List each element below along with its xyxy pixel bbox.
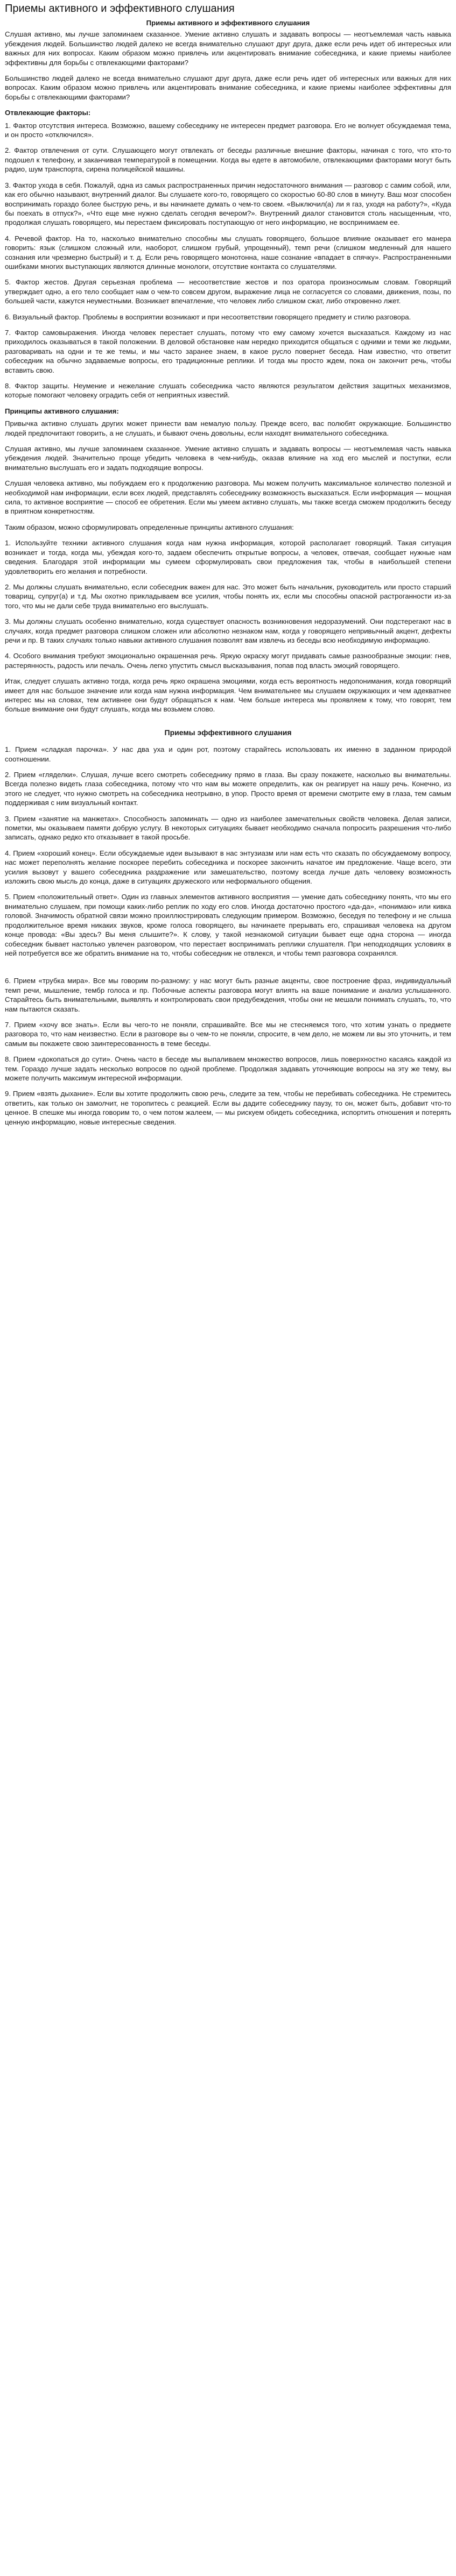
techniques-heading: Приемы эффективного слушания xyxy=(164,728,292,737)
distractor-item: 3. Фактор ухода в себя. Пожалуй, одна из самых распространенных причин недостаточного внимания — разговор с самим собой, или, как его обычно называют, внутренний диалог. Вы слушаете кого-то, говорящего со скоростью 60-80 слов в минуту. Ваш мозг способен воспринимать гораздо более быструю речь, и вы начинаете думать о чем-то своем. «Выключил(а) ли я газ, уходя на работу?», «Куда бы поехать в отпуск?», «Что еще мне нужно сделать сегодня вечером?». Внутренний диалог становится столь насыщенным, что, продолжая слушать говорящего, мы перестаем фиксировать поступающую от него информацию, не воспринимаем ее. xyxy=(5,181,451,227)
distractors-heading: Отвлекающие факторы: xyxy=(5,109,91,117)
distractor-item: 7. Фактор самовыражения. Иногда человек перестает слушать, потому что ему самому хочется высказаться. Каждому из нас приходилось оказываться в такой положении. В деловой обстановке нам нередко приходится общаться с одними и теми же людьми, разговаривать на одни и те же темы, и мы часто заранее знаем, в какое русло повернет беседа. Нам известно, что ответит собеседник на обычно задаваемые вопросы, его традиционные реплики. И тогда мы просто ждем, пока он закончит речь, чтобы вставить свою. xyxy=(5,328,451,374)
technique-item: 8. Прием «докопаться до сути». Очень часто в беседе мы выпаливаем множество вопросов, лишь поверхностно касаясь каждой из тем. Гораздо лучше задать несколько вопросов по одной проблеме. Продолжая задавать уточняющие вопросы на эту же тему, вы можете получить максимум интересной информации. xyxy=(5,1055,451,1082)
principle-item: 3. Мы должны слушать особенно внимательно, когда существует опасность возникновения недоразумений. Они подстерегают нас в случаях, когда предмет разговора слишком сложен или абсолютно незнаком нам, когда у говорящего непривычный акцент, дефекты речи и пр. В таких случаях только навыки активного слушания позволят вам извлечь из беседы всю необходимую информацию. xyxy=(5,617,451,644)
intro-paragraph-2: Большинство людей далеко не всегда внимательно слушают друг друга, даже если речь идет об интересных или важных для них вопросах. Каким образом можно привлечь или акцентировать внимание собеседника, и какие приемы наиболее эффективны для борьбы с отвлекающими факторами? xyxy=(5,74,451,101)
distractor-item: 4. Речевой фактор. На то, насколько внимательно способны мы слушать говорящего, большое влияние оказывает его манера говорить: язык (слишком сложный или, наоборот, слишком грубый, упрощенный), темп речи (слишком медленный для нашего сознания или чрезмерно быстрый) и т. д. Если речь говорящего монотонна, наше сознание «впадает в спячку». Распространенными ошибками многих выступающих являются длинные монологи, отсутствие контакта со слушателями. xyxy=(5,234,451,271)
technique-item: 6. Прием «трубка мира». Все мы говорим по-разному: у нас могут быть разные акценты, свое построение фраз, индивидуальный темп речи, мышление, тембр голоса и пр. Побочные аспекты разговора могут влиять на ваше понимание и анализ услышанного. Старайтесь быть внимательными, выявлять и контролировать свои предубеждения, чтобы они не мешали понимать слушать, то, что нам пытаются сказать. xyxy=(5,977,451,1013)
principles-paragraph: Слушая человека активно, мы побуждаем его к продолжению разговора. Мы можем получить максимальное количество полезной и необходимой нам информации, если всех людей, представлять собеседнику возможность высказаться. Если информация — мощная сила, то активное восприятие — способ ее обретения. Если мы умеем активно слушать, мы также всегда сможем продолжить беседу в приятном конкретностям. xyxy=(5,479,451,516)
article-subtitle: Приемы активного и эффективного слушания xyxy=(146,19,310,27)
document-page xyxy=(0,0,456,1127)
distractor-item: 5. Фактор жестов. Другая серьезная проблема — несоответствие жестов и поз оратора произносимым словам. Говорящий утверждает одно, а его тело сообщает нам о чем-то совсем другом, выражение лица не согласуется со словами, движения, позы, по большей части, кажутся неуместными. Возникает впечатление, что человек либо слишком сжат, либо откровенно лжет. xyxy=(5,278,451,305)
principle-item: 2. Мы должны слушать внимательно, если собеседник важен для нас. Это может быть начальник, руководитель или просто старший товарищ, супруг(а) и т.д. Мы охотно прикладываем все усилия, чтобы понять их, если мы способны опасной растроганности из-за того, что мы не дали себе труда внимательно его выслушать. xyxy=(5,582,451,610)
principles-summary: Итак, следует слушать активно тогда, когда речь ярко окрашена эмоциями, когда есть вероятность недопонимания, когда говорящий имеет для нас большое значение или когда нам нужна информация. Чем внимательнее мы слушаем окружающих и чем адекватнее интерес мы на словах, тем активнее они будут обращаться к нам. Чем больше интереса мы проявляем к тому, что говорят, тем больше внимание они будут слушать, когда мы возьмем слово. xyxy=(5,677,451,714)
technique-item: 5. Прием «положительный ответ». Один из главных элементов активного восприятия — умение дать собеседнику понять, что мы его внимательно слушаем, при помощи каких-либо реплик по ходу его слов. Иногда достаточно простого «да-да», «понимаю» или кивка головой. Значимость обратной связи можно проиллюстрировать следующим примером. Возможно, беседуя по телефону и не слыша продолжительное время никаких звуков, кроме голоса говорящего, вы начинаете прерывать его, спрашивая человека на другом конце провода: «Вы здесь? Вы меня слышите?». К слову, у такой незнакомой ситуации бывает еще одна сторона — иногда собеседник бывает настолько увлечен разговором, что перестает воспринимать реплики слушателя. При неподходящих условиях в ней потребуется все же обратить внимание на то, чтобы собеседник не отвлекся, и чтобы темп разговора сохранялся. xyxy=(5,893,451,957)
technique-item: 3. Прием «занятие на манжетах». Способность запоминать — одно из наиболее замечательных свойств человека. Делая записи, пометки, мы оказываем памяти добрую услугу. В некоторых ситуациях бывает необходимо сначала попросить разрешения что-либо записать, однако редко кто отказывает в такой просьбе. xyxy=(5,814,451,842)
technique-item: 1. Прием «сладкая парочка». У нас два уха и один рот, поэтому старайтесь использовать их именно в заданном природой соотношении. xyxy=(5,745,451,763)
page-title: Приемы активного и эффективного слушания xyxy=(5,3,235,15)
principle-item: 4. Особого внимания требуют эмоционально окрашенная речь. Яркую окраску могут придавать самые разнообразные эмоции: гнев, растерянность, радость или печаль. Очень легко упустить смысл высказывания, попав под власть эмоций говорящего. xyxy=(5,652,451,670)
spacer xyxy=(5,964,451,976)
technique-item: 2. Прием «гляделки». Слушая, лучше всего смотреть собеседнику прямо в глаза. Вы сразу покажете, насколько вы внимательны. Всегда полезно видеть глаза собеседника, потому что что нам вы можете определить, как он реагирует на нашу речь. Конечно, из этого не следует, что нужно смотреть на собеседника неотрывно, в упор. Просто время от времени смотрите ему в глаза, тем самым поддерживая с ним визуальный контакт. xyxy=(5,771,451,807)
principles-paragraph: Привычка активно слушать других может принести вам немалую пользу. Прежде всего, вас полюбят окружающие. Большинство людей предпочитают говорить, а не слушать, и бывают очень довольны, если находят внимательного собеседника. xyxy=(5,419,451,437)
technique-item: 4. Прием «хороший конец». Если обсуждаемые идеи вызывают в нас энтузиазм или нам есть что сказать по обсуждаемому вопросу, нас может переполнять желание поскорее перебить собеседника и поскорее закончить начатое им предложение. Чаще всего, эти усилия вызовут у вашего собеседника раздражение или замешательство, поэтому всегда лучше дать человеку возможность изложить свою мысль до конца, даже в ситуациях дружеского или неформального общения. xyxy=(5,849,451,886)
principles-heading: Принципы активного слушания: xyxy=(5,407,119,415)
technique-item: 9. Прием «взять дыхание». Если вы хотите продолжить свою речь, следите за тем, чтобы не перебивать собеседника. Не стремитесь ответить, как только он замолчит, не торопитесь с реакцией. Если вы дадите собеседнику паузу, то он, может быть, добавит что-то ценное. В спешке мы иногда говорим то, о чем потом жалеем, — мы рискуем обидеть собеседника, испортить отношения и потерять ценную информацию, новые интересные сведения. xyxy=(5,1090,451,1126)
distractor-item: 6. Визуальный фактор. Проблемы в восприятии возникают и при несоответствии говорящего предмету и стилю разговора. xyxy=(5,312,411,321)
technique-item: 7. Прием «хочу все знать». Если вы чего-то не поняли, спрашивайте. Все мы не стесняемся того, что хотим узнать о предмете разговора то, что нам неизвестно. Если в разговоре вы о чем-то не поняли, спросите, в чем дело, не можем ли вы это уточнить, и тем самым вы покажете свою заинтересованность в теме беседы. xyxy=(5,1020,451,1048)
distractor-item: 2. Фактор отвлечения от сути. Слушающего могут отвлекать от беседы различные внешние факторы, начиная с того, что кто-то подошел к телефону, и заканчивая температурой в помещении. Когда вы едете в автомобиле, отвлекающими факторами могут быть радио, шум транспорта, сирена полицейской машины. xyxy=(5,146,451,174)
principle-item: 1. Используйте техники активного слушания когда нам нужна информация, которой располагает говорящий. Такая ситуация возникает и тогда, когда мы, убеждая кого-то, задаем обеспечить открытые вопросы, а человек, отвечая, сообщает нужные нам сведения. Благодаря этой информации мы сумеем сформулировать свои предложения так, чтобы в наибольшей степени удовлетворить его желания и потребности. xyxy=(5,539,451,575)
principles-paragraph: Таким образом, можно сформулировать определенные принципы активного слушания: xyxy=(5,523,294,531)
distractor-item: 8. Фактор защиты. Неумение и нежелание слушать собеседника часто являются результатом действия защитных механизмов, которые помогают человеку оградить себя от неприятных известий. xyxy=(5,382,451,400)
intro-paragraph-1: Слушая активно, мы лучше запоминаем сказанное. Умение активно слушать и задавать вопросы — неотъемлемая часть навыка убеждения людей. Большинство людей далеко не всегда внимательно слушают друг друга, даже если речь идет об интересных или важных для них вопросах. Каким образом можно привлечь или акцентировать внимание собеседника, и какие приемы наиболее эффективны для борьбы с отвлекающими факторами? xyxy=(5,30,451,67)
distractor-item: 1. Фактор отсутствия интереса. Возможно, вашему собеседнику не интересен предмет разговора. Его не волнует обсуждаемая тема, и он просто «отключился». xyxy=(5,121,451,139)
principles-paragraph: Слушая активно, мы лучше запоминаем сказанное. Умение активно слушать и задавать вопросы — неотъемлемая часть навыка убеждения людей. Значительно проще убедить человека в чем-нибудь, оказав влияние на ход его мыслей и поступки, если внимательно выслушать его и задать подходящие вопросы. xyxy=(5,445,451,472)
